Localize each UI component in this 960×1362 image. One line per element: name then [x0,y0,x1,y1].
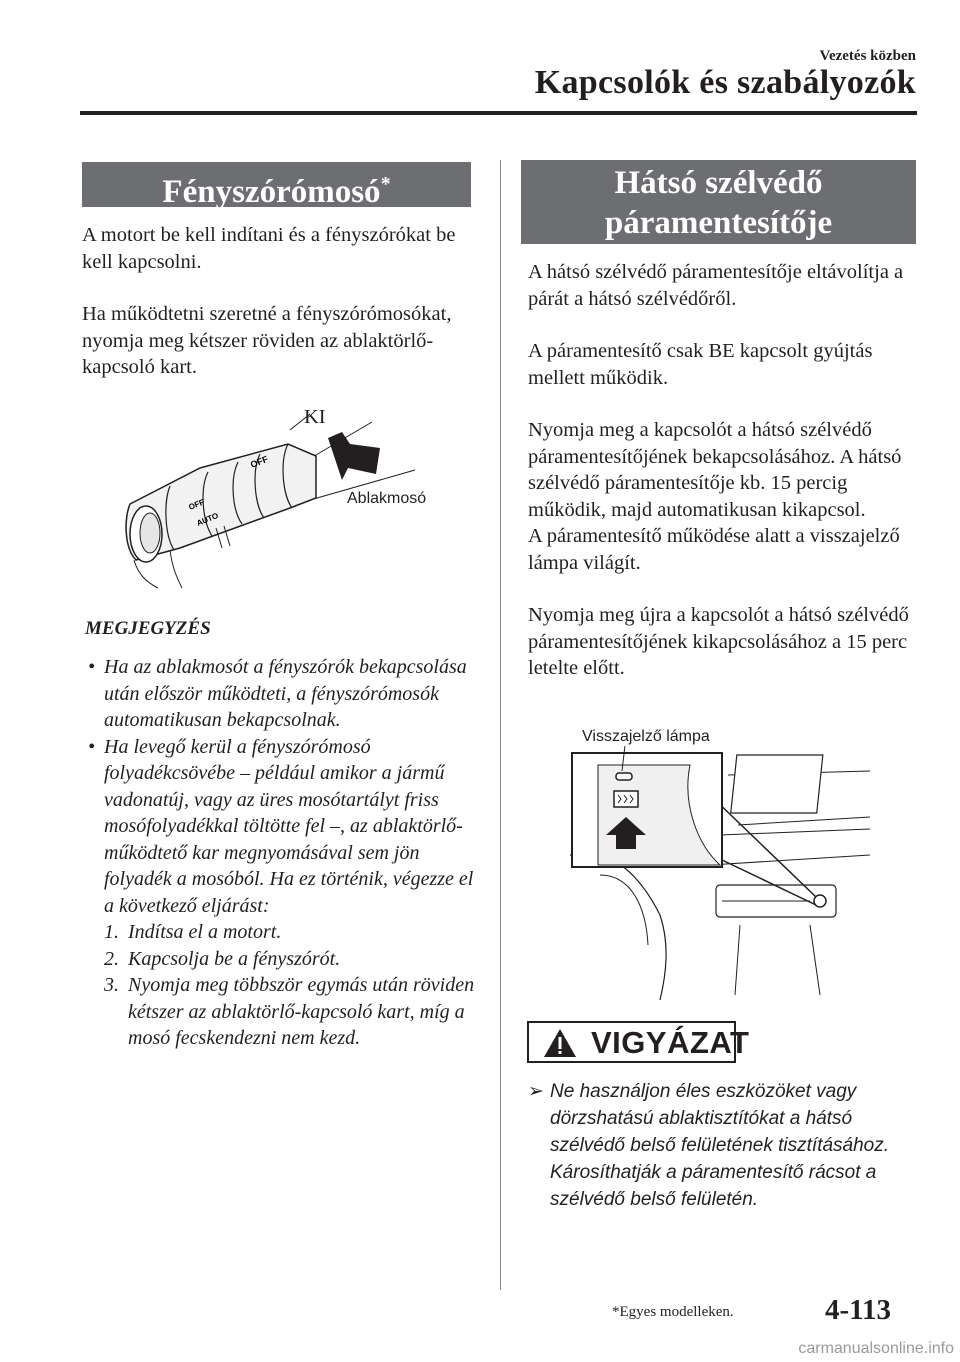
step-number: 1. [104,921,119,943]
header-rule [80,111,917,115]
right-paragraph-1: A hátsó szélvédő páramentesítője eltávolítja a párát a hátsó szélvédőről. [528,261,904,310]
label-off: KI [304,406,326,428]
left-intro [82,222,482,407]
procedure-step [82,946,482,973]
infotainment-screen [731,755,823,813]
note-bullet-1 [82,654,482,734]
indicator-label: Visszajelző lámpa [582,728,710,745]
note-body [82,654,482,1052]
chapter-label: Vezetés közben [819,48,916,64]
left-paragraph-2: Ha működtetni szeretné a fényszórómosókat, nyomja meg kétszer röviden az ablaktörlő-kapcsoló kart. [82,303,452,378]
bullet-dot: • [88,656,96,678]
left-paragraph-1: A motort be kell indítani és a fényszórókat be kell kapcsolni. [82,224,456,273]
switch-label-off: OFF [249,453,270,470]
rear-defroster-heading [521,160,916,244]
caution-arrow-icon: ➢ [528,1081,544,1102]
caution-text: Ne használjon éles eszközöket vagy dörzshatású ablaktisztítókat a hátsó szélvédő belső felületének tisztításához. Károsíthatják a páramentesítő rácsot a szélvédő belső felületén. [550,1081,890,1210]
caution-label: VIGYÁZAT [591,1025,750,1060]
switch-label-off-lower: OFF [187,497,206,512]
headlight-washer-heading [82,162,471,210]
lever-tip-inner [140,513,160,553]
push-arrow-icon [328,432,380,480]
label-washer: Ablakmosó [347,490,427,507]
dash-line-4 [710,855,870,865]
right-paragraph-3: Nyomja meg a kapcsolót a hátsó szélvédő páramentesítőjének bekapcsolásához. A hátsó szélvédő páramentesítője kb. 15 percig működik, majd automatikusan kikapcsol. A páramentesítő működése alatt a visszajelző lámpa világít. [528,419,902,574]
dash-line-2 [738,817,870,825]
step-text: Kapcsolja be a fényszórót. [128,947,341,970]
note-title: MEGJEGYZÉS [85,618,211,639]
section-title: Kapcsolók és szabályozók [534,64,916,101]
indicator-lamp [616,773,632,780]
procedure-step [82,972,482,1052]
heading-text: Fényszórómosó [162,174,381,210]
note-bullet-text: Ha levegő kerül a fényszórómosó folyadékcsövébe – például amikor a jármű vadonatúj, vagy az üres mosótartályt friss mosófolyadékkal töltötte fel –, az ablaktörlő-működtető kar megnyomásával sem jön folyadék a mosóból. Ha ez történik, végezze el a következő eljárást: [104,735,474,917]
right-body [528,259,913,708]
step-number: 2. [104,947,119,970]
page-number: 4-113 [825,1294,892,1326]
lever-cable-1 [134,560,158,588]
watermark: carmanualsonline.info [798,1340,954,1357]
note-bullet-2 [82,734,482,920]
caution-item [528,1078,913,1213]
procedure-step [82,919,482,946]
heading-line-2: páramentesítője [604,205,833,241]
bullet-dot: • [88,735,96,758]
caution-header [527,1021,750,1063]
heading-footnote-mark: * [380,173,391,195]
steering-wheel-outline [570,853,666,1000]
step-text: Nyomja meg többször egymás után röviden kétszer az ablaktörlő-kapcsoló kart, míg a mosó fecskendezni nem kezd. [128,974,475,1049]
rear-defrost-icon [614,791,638,807]
dashboard-illustration [570,725,880,1000]
column-divider [500,160,501,1290]
right-paragraph-4: Nyomja meg újra a kapcsolót a hátsó szélvédő páramentesítőjének kikapcsolásához a 15 perc letelte előtt. [528,604,909,679]
dash-line-3 [720,829,870,835]
footnote: *Egyes modelleken. [612,1304,734,1320]
heading-line-1: Hátsó szélvédő [614,165,823,201]
lever-cable-2 [170,550,182,588]
right-paragraph-2: A páramentesítő csak BE kapcsolt gyújtás mellett működik. [528,340,873,389]
warning-triangle-icon [543,1028,577,1058]
note-bullet-text: Ha az ablakmosót a fényszórók bekapcsolása után először működteti, a fényszórómosók automatikusan bekapcsolnak. [104,656,467,731]
steering-wheel-inner [600,875,648,945]
switch-label-auto: AUTO [195,511,220,528]
console-lines [735,925,820,995]
step-number: 3. [104,974,119,996]
step-text: Indítsa el a motort. [128,921,282,943]
